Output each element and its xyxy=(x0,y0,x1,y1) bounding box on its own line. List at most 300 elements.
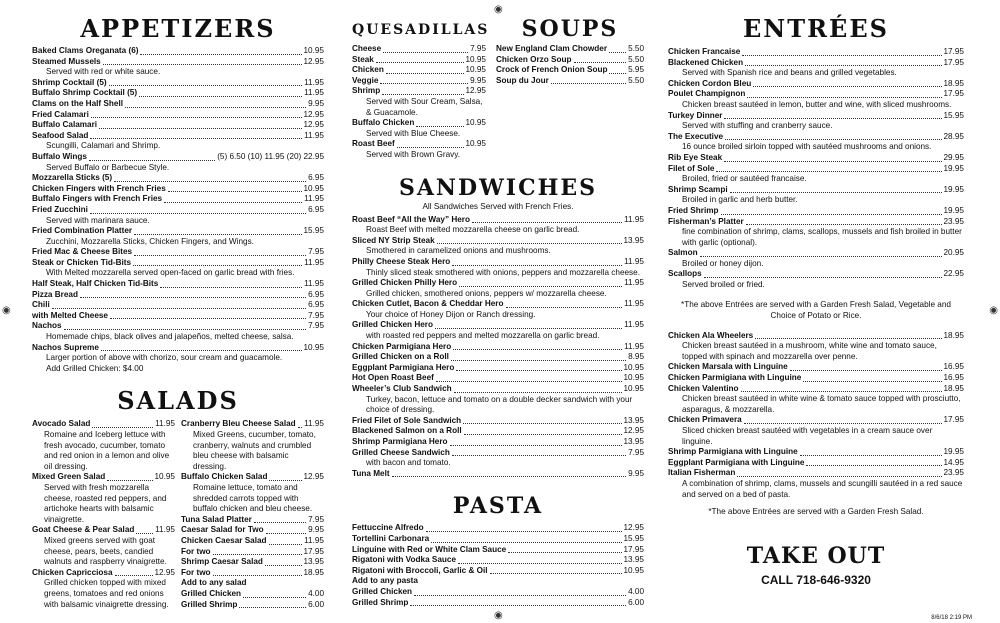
sandwiches-subtitle: All Sandwiches Served with French Fries. xyxy=(422,201,574,211)
menu-item xyxy=(352,555,644,566)
dot-leader xyxy=(716,171,941,172)
item-price: 11.95 xyxy=(304,194,324,204)
item-price: 5.50 xyxy=(628,54,644,64)
item-name: Buffalo Fingers with French Fries xyxy=(32,194,163,204)
item-price: 6.00 xyxy=(308,599,324,609)
dot-leader xyxy=(803,381,941,382)
menu-item xyxy=(32,290,324,301)
item-price: 20.95 xyxy=(943,248,964,258)
item-price: 12.95 xyxy=(303,56,324,66)
menu-item xyxy=(668,468,964,479)
item-price: 11.95 xyxy=(304,257,324,267)
item-name: Fried Combination Platter xyxy=(32,226,133,236)
soups-section xyxy=(496,16,644,161)
item-description: Chicken breast sautéed in lemon, butter and wine, with sliced mushrooms. xyxy=(682,99,952,109)
item-name: Chili xyxy=(32,300,50,310)
menu-item xyxy=(668,248,964,259)
menu-item xyxy=(32,152,324,163)
item-name: Roast Beef xyxy=(352,139,395,149)
dot-leader xyxy=(64,329,306,330)
dot-leader xyxy=(753,86,941,87)
item-name: Buffalo Chicken xyxy=(352,118,415,128)
item-price: 18.95 xyxy=(943,330,964,340)
salads-section xyxy=(32,419,324,610)
dot-leader xyxy=(721,214,942,215)
item-description: 16 ounce broiled sirloin topped with sautéed mushrooms and onions. xyxy=(682,142,932,152)
item-price: 10.95 xyxy=(465,118,486,128)
menu-item xyxy=(352,576,644,587)
item-price: 6.95 xyxy=(308,289,324,299)
menu-item xyxy=(352,534,644,545)
menu-item xyxy=(181,472,324,483)
item-description: fine combination of shrimp, clams, scallops, mussels and fish broiled in butter with garlic (optional). xyxy=(682,227,962,247)
dot-leader xyxy=(133,265,302,266)
item-description: Served with marinara sauce. xyxy=(46,215,150,225)
menu-item xyxy=(668,269,964,280)
item-name: Half Steak, Half Chicken Tid-Bits xyxy=(32,279,159,289)
item-price: 16.95 xyxy=(943,362,964,372)
menu-item xyxy=(32,88,324,99)
item-price: 11.95 xyxy=(304,77,324,87)
item-name: Fried Shrimp xyxy=(668,205,719,215)
item-price: 22.95 xyxy=(943,269,964,279)
quesadillas-title: QUESADILLAS xyxy=(352,22,490,38)
item-description: Turkey, bacon, lettuce and tomato on a double decker sandwich with your choice of dressing. xyxy=(366,394,633,415)
menu-item xyxy=(32,131,324,142)
menu-item xyxy=(668,447,964,458)
item-price: 6.95 xyxy=(308,204,324,214)
menu-item xyxy=(352,257,644,268)
item-name: Steak xyxy=(352,54,374,64)
item-price: 18.95 xyxy=(303,567,324,577)
item-name: Grilled Cheese Sandwich xyxy=(352,447,450,457)
dot-leader xyxy=(414,595,626,596)
entrees-list-2 xyxy=(668,331,964,501)
dot-leader xyxy=(125,107,306,108)
item-name: Buffalo Calamari xyxy=(32,120,98,130)
menu-item xyxy=(352,86,486,97)
menu-item xyxy=(668,89,964,100)
item-name: Shrimp Caesar Salad xyxy=(181,557,263,567)
dot-leader xyxy=(742,55,941,56)
item-price: 10.95 xyxy=(303,342,324,352)
item-price: 11.95 xyxy=(624,299,644,309)
item-price: 9.95 xyxy=(308,525,324,535)
item-price: 17.95 xyxy=(943,89,964,99)
dot-leader xyxy=(269,544,303,545)
dot-leader xyxy=(806,465,941,466)
item-price: 15.95 xyxy=(623,533,644,543)
item-price: 11.95 xyxy=(624,320,644,330)
item-price: 19.95 xyxy=(943,205,964,215)
menu-item xyxy=(668,47,964,58)
item-price: 18.95 xyxy=(943,78,964,88)
menu-item xyxy=(32,279,324,290)
menu-item xyxy=(496,55,644,66)
item-price: 6.00 xyxy=(628,597,644,607)
menu-item xyxy=(32,568,175,579)
dot-leader xyxy=(437,243,622,244)
item-description: Romaine lettuce, tomato and shredded carrots topped with buffalo chicken and bleu cheese. xyxy=(193,482,313,514)
dot-leader xyxy=(265,565,302,566)
item-price: 28.95 xyxy=(943,131,964,141)
dot-leader xyxy=(90,213,306,214)
item-price: 5.50 xyxy=(628,75,644,85)
dot-leader xyxy=(700,256,942,257)
menu-item xyxy=(352,545,644,556)
dot-leader xyxy=(790,370,942,371)
dot-leader xyxy=(551,83,626,84)
entrees-list-1 xyxy=(668,47,964,291)
item-description: Romaine and Iceberg lettuce with fresh avocado, cucumber, tomato and red onion in a lemon and olive oil dressing. xyxy=(44,430,170,471)
menu-item xyxy=(32,173,324,184)
menu-item xyxy=(668,331,964,342)
dot-leader xyxy=(109,85,302,86)
item-price: 17.95 xyxy=(303,546,324,556)
dot-leader xyxy=(386,73,464,74)
item-name: Steamed Mussels xyxy=(32,56,101,66)
menu-item xyxy=(352,352,644,363)
item-name: Sliced NY Strip Steak xyxy=(352,235,435,245)
menu-item xyxy=(352,76,486,87)
print-timestamp: 8/6/18 2:19 PM xyxy=(931,615,972,621)
menu-item xyxy=(32,247,324,258)
dot-leader xyxy=(472,222,622,223)
dot-leader xyxy=(168,191,302,192)
menu-item xyxy=(668,384,964,395)
menu-item xyxy=(352,44,486,55)
menu-item xyxy=(181,600,324,611)
dot-leader xyxy=(737,476,941,477)
menu-item xyxy=(32,110,324,121)
dot-leader xyxy=(80,297,306,298)
item-description: with roasted red peppers and melted mozzarella on garlic bread. xyxy=(366,331,600,341)
item-price: 12.95 xyxy=(303,472,324,482)
menu-item xyxy=(32,525,175,536)
item-description: Chicken breast sautéed in a mushroom, white wine and tomato sauce, topped with spinach and mozzarella over penne. xyxy=(682,341,937,361)
dot-leader xyxy=(724,118,941,119)
registration-mark-icon: ◉ xyxy=(989,305,998,316)
item-price: 7.95 xyxy=(628,447,644,457)
dot-leader xyxy=(730,192,942,193)
dot-leader xyxy=(454,392,622,393)
item-name: Buffalo Chicken Salad xyxy=(181,472,268,482)
menu-item xyxy=(352,469,644,480)
item-price: 7.95 xyxy=(308,514,324,524)
appetizers-list xyxy=(32,46,324,374)
item-name: Hot Open Roast Beef xyxy=(352,373,434,383)
item-price: 11.95 xyxy=(304,535,324,545)
item-price: 19.95 xyxy=(943,447,964,457)
item-description: Served with red or white sauce. xyxy=(46,67,161,77)
item-name: Grilled Chicken on a Roll xyxy=(352,352,449,362)
item-name: Grilled Shrimp xyxy=(181,599,238,609)
item-description: Chicken breast sautéed in white wine & tomato sauce topped with prosciutto, asparagus, & mozzarella. xyxy=(682,394,961,414)
item-name: Crock of French Onion Soup xyxy=(496,65,608,75)
item-price: 6.95 xyxy=(308,300,324,310)
menu-item xyxy=(181,568,324,579)
item-price: 4.00 xyxy=(308,588,324,598)
item-name: Add to any salad xyxy=(181,578,247,588)
item-name: Steak or Chicken Tid-Bits xyxy=(32,257,132,267)
menu-item xyxy=(668,206,964,217)
dot-leader xyxy=(426,531,622,532)
dot-leader xyxy=(609,73,626,74)
item-description: Served with fresh mozzarella cheese, roasted red peppers, and artichoke hearts with balsamic vinaigrette. xyxy=(44,482,167,524)
registration-mark-icon: ◉ xyxy=(2,305,11,316)
menu-item xyxy=(32,343,324,354)
dot-leader xyxy=(269,480,301,481)
dot-leader xyxy=(755,338,941,339)
registration-mark-icon: ◉ xyxy=(494,610,503,621)
item-description: Served Buffalo or Barbecue Style. xyxy=(46,162,170,172)
menu-item xyxy=(668,111,964,122)
item-price: 7.95 xyxy=(308,321,324,331)
dot-leader xyxy=(134,255,306,256)
dot-leader xyxy=(744,423,942,424)
dot-leader xyxy=(160,287,302,288)
takeout-title: TAKE OUT xyxy=(746,543,886,570)
dot-leader xyxy=(164,202,302,203)
dot-leader xyxy=(451,360,626,361)
dot-leader xyxy=(452,455,626,456)
item-price: 11.95 xyxy=(304,88,324,98)
item-name: Chicken Francaise xyxy=(668,47,741,56)
dot-leader xyxy=(92,427,153,428)
item-name: Grilled Chicken Philly Hero xyxy=(352,278,458,288)
item-name: Chicken Orzo Soup xyxy=(496,54,572,64)
item-price: 13.95 xyxy=(623,437,644,446)
entrees-note-1: *The above Entrées are served with a Garden Fresh Salad, Vegetable and Choice of Potato or Rice. xyxy=(681,299,951,320)
item-price: 9.95 xyxy=(308,98,324,108)
item-price: (5) 6.50 (10) 11.95 (20) 22.95 xyxy=(217,151,324,161)
dot-leader xyxy=(508,552,621,553)
item-name: Wheeler’s Club Sandwich xyxy=(352,384,452,394)
item-name: Buffalo Wings xyxy=(32,151,87,161)
item-price: 13.95 xyxy=(623,235,644,245)
item-name: Tuna Melt xyxy=(352,468,390,478)
item-description: With Melted mozzarella served open-faced on garlic bread with fries. xyxy=(46,268,295,278)
item-price: 10.95 xyxy=(465,139,486,149)
soups-list xyxy=(496,44,644,86)
quesadillas-list xyxy=(352,44,486,161)
item-price: 13.95 xyxy=(623,555,644,565)
item-name: Baked Clams Oreganata (6) xyxy=(32,46,139,55)
dot-leader xyxy=(431,542,621,543)
item-description: Served with Brown Gravy. xyxy=(366,149,461,159)
item-price: 11.95 xyxy=(304,279,324,289)
item-price: 10.95 xyxy=(154,472,175,482)
menu-item xyxy=(352,278,644,289)
item-description: Grilled chicken, smothered onions, peppers w/ mozzarella cheese. xyxy=(366,288,607,298)
sandwiches-list xyxy=(352,215,644,480)
item-name: Salmon xyxy=(668,248,698,258)
dot-leader xyxy=(90,138,302,139)
item-name: Eggplant Parmigiana with Linguine xyxy=(668,457,805,467)
item-price: 18.95 xyxy=(943,383,964,393)
menu-item xyxy=(352,426,644,437)
item-description: with bacon and tomato. xyxy=(366,458,451,468)
item-price: 5.95 xyxy=(628,65,644,75)
quesadillas-section xyxy=(352,22,490,161)
menu-item xyxy=(352,215,644,226)
menu-item xyxy=(352,342,644,353)
item-price: 11.95 xyxy=(624,341,644,351)
menu-item xyxy=(496,76,644,87)
menu-item xyxy=(32,300,324,311)
dot-leader xyxy=(609,52,626,53)
item-name: Clams on the Half Shell xyxy=(32,98,123,108)
menu-item xyxy=(352,416,644,427)
item-price: 29.95 xyxy=(943,152,964,162)
dot-leader xyxy=(114,181,306,182)
dot-leader xyxy=(383,52,468,53)
item-name: Blackened Salmon on a Roll xyxy=(352,426,462,436)
item-price: 9.95 xyxy=(628,468,644,478)
item-name: Scallops xyxy=(668,269,702,279)
item-name: Fettuccine Alfredo xyxy=(352,523,424,533)
item-price: 23.95 xyxy=(943,468,964,478)
item-name: with Melted Cheese xyxy=(32,310,108,320)
item-description: Served with stuffing and cranberry sauce. xyxy=(682,121,833,131)
item-name: Grilled Chicken Hero xyxy=(352,320,433,330)
item-name: For two xyxy=(181,567,211,577)
dot-leader xyxy=(436,381,622,382)
item-price: 13.95 xyxy=(303,557,324,567)
item-name: For two xyxy=(181,546,211,556)
item-price: 12.95 xyxy=(623,523,644,533)
item-price: 10.95 xyxy=(623,373,644,383)
item-price: 10.95 xyxy=(465,65,486,75)
menu-item xyxy=(668,373,964,384)
item-name: Chicken Cutlet, Bacon & Cheddar Hero xyxy=(352,299,504,309)
dot-leader xyxy=(490,573,622,574)
menu-item xyxy=(32,46,324,57)
menu-item xyxy=(32,184,324,195)
item-name: Rigatoni with Broccoli, Garlic & Oil xyxy=(352,565,488,575)
quesadillas-soups-row xyxy=(352,16,644,161)
item-name: Chicken Primavera xyxy=(668,415,742,425)
item-price: 7.95 xyxy=(470,44,486,53)
item-name: Chicken xyxy=(352,65,384,75)
item-name: Chicken Ala Wheelers xyxy=(668,330,754,340)
menu-item xyxy=(352,299,644,310)
item-description: Thinly sliced steak smothered with onions, peppers and mozzarella cheese. xyxy=(366,267,640,277)
item-name: Nachos xyxy=(32,321,62,331)
dot-leader xyxy=(506,307,623,308)
item-description: Sliced chicken breast sautéed with vegetables in a cream sauce over linguine. xyxy=(682,426,933,446)
item-name: Rib Eye Steak xyxy=(668,152,723,162)
item-name: Caesar Salad for Two xyxy=(181,525,264,535)
dot-leader xyxy=(103,64,302,65)
menu-item xyxy=(352,363,644,374)
item-name: Eggplant Parmigiana Hero xyxy=(352,362,455,372)
item-name: Cheese xyxy=(352,44,382,53)
salads-right-list xyxy=(181,419,324,610)
dot-leader xyxy=(745,65,941,66)
dot-leader xyxy=(213,554,302,555)
item-price: 17.95 xyxy=(623,544,644,554)
item-price: 7.95 xyxy=(308,247,324,257)
item-price: 9.95 xyxy=(470,75,486,85)
menu-item xyxy=(32,57,324,68)
dot-leader xyxy=(747,97,941,98)
item-description: Served with Blue Cheese. xyxy=(366,128,461,138)
item-description: Add Grilled Chicken: $4.00 xyxy=(46,363,144,373)
menu-item xyxy=(32,321,324,332)
item-description: Served broiled or fried. xyxy=(682,280,765,290)
item-price: 14.95 xyxy=(943,457,964,467)
item-price: 17.95 xyxy=(943,47,964,56)
item-name: Fried Mac & Cheese Bites xyxy=(32,247,133,257)
item-description: Scungilli, Calamari and Shrimp. xyxy=(46,141,161,151)
item-price: 4.00 xyxy=(628,586,644,596)
menu-item xyxy=(181,589,324,600)
item-price: 11.95 xyxy=(304,419,324,429)
item-name: Veggie xyxy=(352,75,379,85)
dot-leader xyxy=(392,476,626,477)
menu-item xyxy=(181,557,324,568)
dot-leader xyxy=(463,423,621,424)
item-description: Zucchini, Mozzarella Sticks, Chicken Fingers, and Wings. xyxy=(46,236,254,246)
item-price: 11.95 xyxy=(624,214,644,224)
dot-leader xyxy=(704,277,942,278)
item-name: Fried Filet of Sole Sandwich xyxy=(352,415,462,425)
menu-item xyxy=(668,185,964,196)
item-name: Chicken Parmigiana Hero xyxy=(352,341,452,351)
item-description: Smothered in caramelized onions and mushrooms. xyxy=(366,246,551,256)
menu-item xyxy=(668,458,964,469)
item-price: 17.95 xyxy=(943,57,964,67)
menu-item xyxy=(352,587,644,598)
item-price: 6.95 xyxy=(308,173,324,183)
dot-leader xyxy=(397,147,464,148)
item-price: 12.95 xyxy=(154,567,175,577)
menu-item xyxy=(496,44,644,55)
menu-item xyxy=(352,598,644,609)
dot-leader xyxy=(136,533,153,534)
soups-title: SOUPS xyxy=(521,16,619,42)
item-name: Chicken Valentino xyxy=(668,383,739,393)
appetizers-title: APPETIZERS xyxy=(80,14,276,43)
item-description: Grilled chicken topped with mixed greens, tomatoes and red onions with balsamic vinaigrette dressing. xyxy=(44,578,169,609)
item-name: Turkey Dinner xyxy=(668,110,723,120)
item-price: 16.95 xyxy=(943,373,964,383)
item-name: Poulet Champignon xyxy=(668,89,746,99)
item-name: Grilled Chicken xyxy=(352,586,413,596)
menu-item xyxy=(668,217,964,228)
menu-item xyxy=(352,65,486,76)
item-price: 17.95 xyxy=(943,415,964,425)
menu-item xyxy=(668,58,964,69)
item-name: The Executive xyxy=(668,131,724,141)
dot-leader xyxy=(243,597,306,598)
menu-item xyxy=(352,139,486,150)
item-price: 12.95 xyxy=(465,86,486,96)
item-price: 11.95 xyxy=(624,256,644,266)
item-name: Pizza Bread xyxy=(32,289,78,299)
item-description: Broiled, fried or sautéed francaise. xyxy=(682,174,807,184)
dot-leader xyxy=(459,286,622,287)
item-price: 10.95 xyxy=(623,565,644,575)
dot-leader xyxy=(110,318,306,319)
item-name: Shrimp Parmigiana with Linguine xyxy=(668,447,798,457)
dot-leader xyxy=(746,224,942,225)
dot-leader xyxy=(115,575,153,576)
item-price: 10.95 xyxy=(623,362,644,372)
menu-item xyxy=(32,194,324,205)
left-column xyxy=(32,0,324,610)
